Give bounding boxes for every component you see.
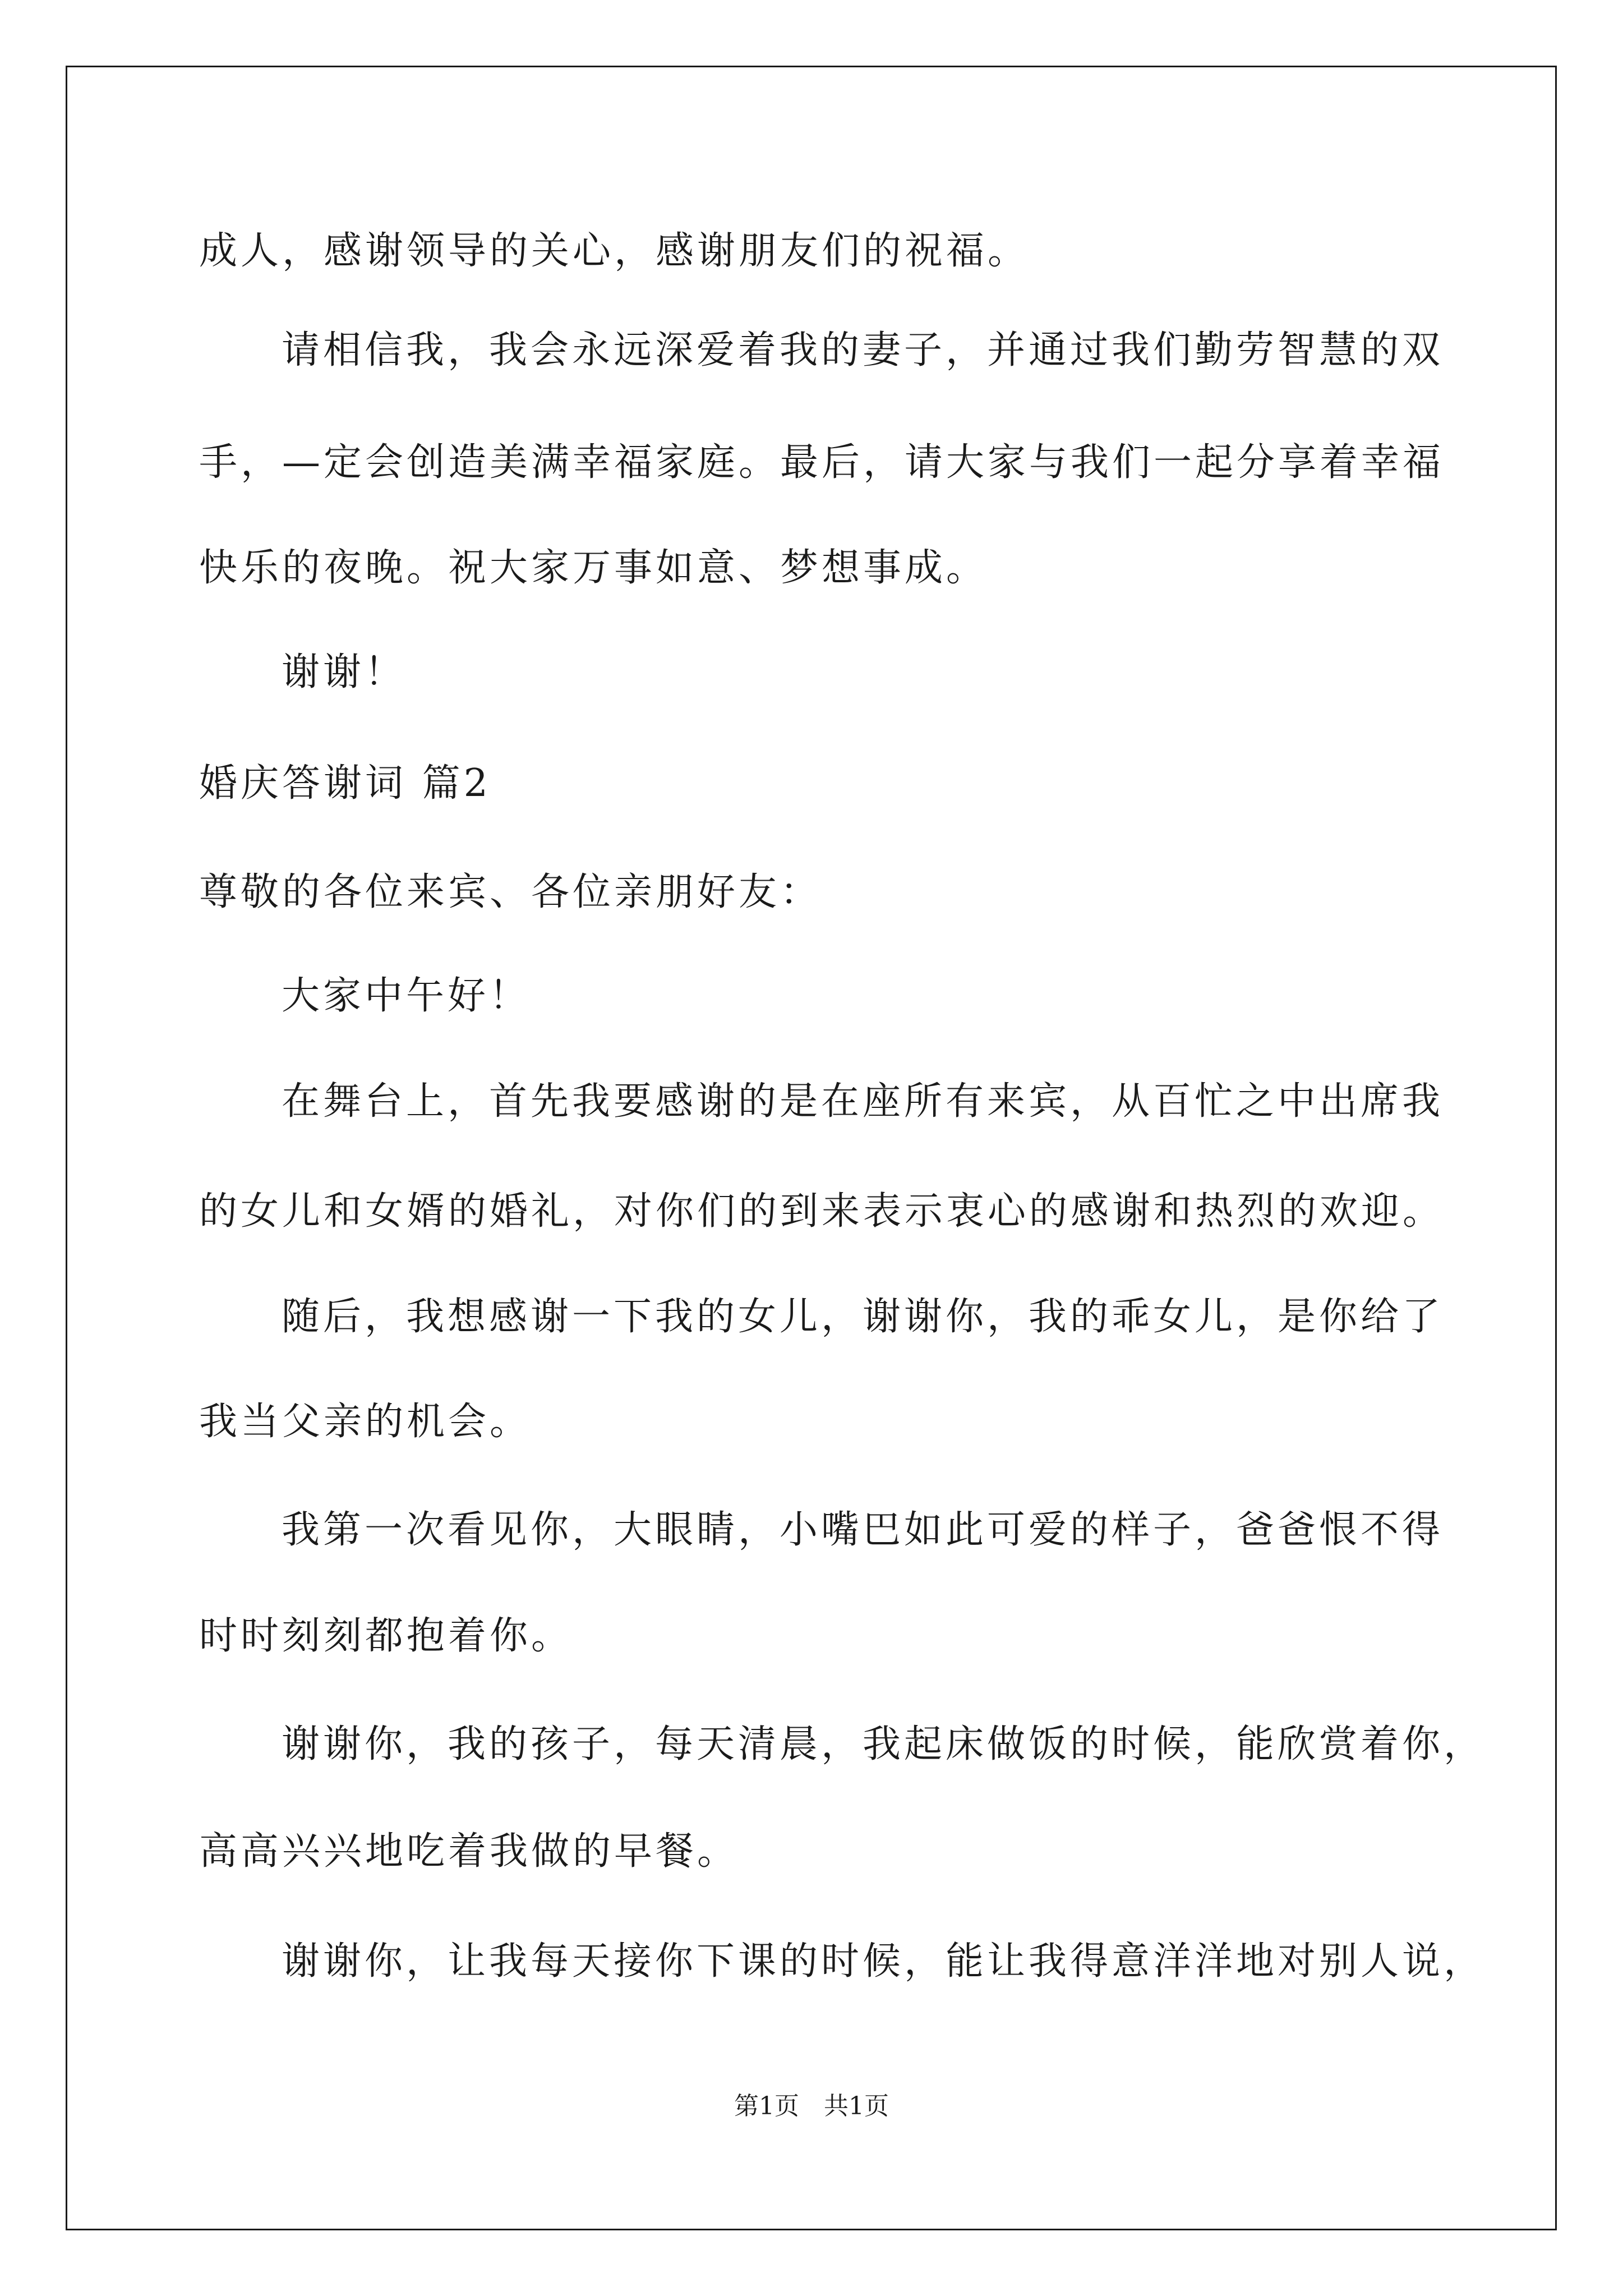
page-border xyxy=(66,66,1557,2230)
body-line: 谢谢！ xyxy=(282,650,407,694)
section-heading: 婚庆答谢词 篇2 xyxy=(199,761,491,806)
body-line: 我第一次看见你，大眼睛，小嘴巴如此可爱的样子，爸爸恨不得 xyxy=(282,1508,1444,1552)
body-line: 我当父亲的机会。 xyxy=(199,1400,532,1444)
body-line: 在舞台上，首先我要感谢的是在座所有来宾，从百忙之中出席我 xyxy=(282,1079,1444,1124)
body-line: 快乐的夜晚。祝大家万事如意、梦想事成。 xyxy=(199,546,988,590)
body-line: 随后，我想感谢一下我的女儿，谢谢你，我的乖女儿，是你给了 xyxy=(282,1295,1444,1339)
page-footer: 第1页 共1页 xyxy=(734,2092,889,2120)
body-line: 手，—定会创造美满幸福家庭。最后，请大家与我们一起分享着幸福 xyxy=(199,440,1445,485)
body-line: 成人，感谢领导的关心，感谢朋友们的祝福。 xyxy=(199,229,1030,273)
body-line: 请相信我，我会永远深爱着我的妻子，并通过我们勤劳智慧的双 xyxy=(282,328,1444,372)
body-line: 谢谢你，我的孩子，每天清晨，我起床做饭的时候，能欣赏着你， xyxy=(282,1722,1486,1766)
body-line: 的女儿和女婿的婚礼，对你们的到来表示衷心的感谢和热烈的欢迎。 xyxy=(199,1189,1445,1234)
body-line: 大家中午好！ xyxy=(282,974,531,1018)
salutation: 尊敬的各位来宾、各位亲朋好友： xyxy=(199,870,822,914)
body-line: 谢谢你，让我每天接你下课的时候，能让我得意洋洋地对别人说， xyxy=(282,1939,1486,1984)
body-line: 时时刻刻都抱着你。 xyxy=(199,1614,573,1658)
body-line: 高高兴兴地吃着我做的早餐。 xyxy=(199,1829,739,1874)
